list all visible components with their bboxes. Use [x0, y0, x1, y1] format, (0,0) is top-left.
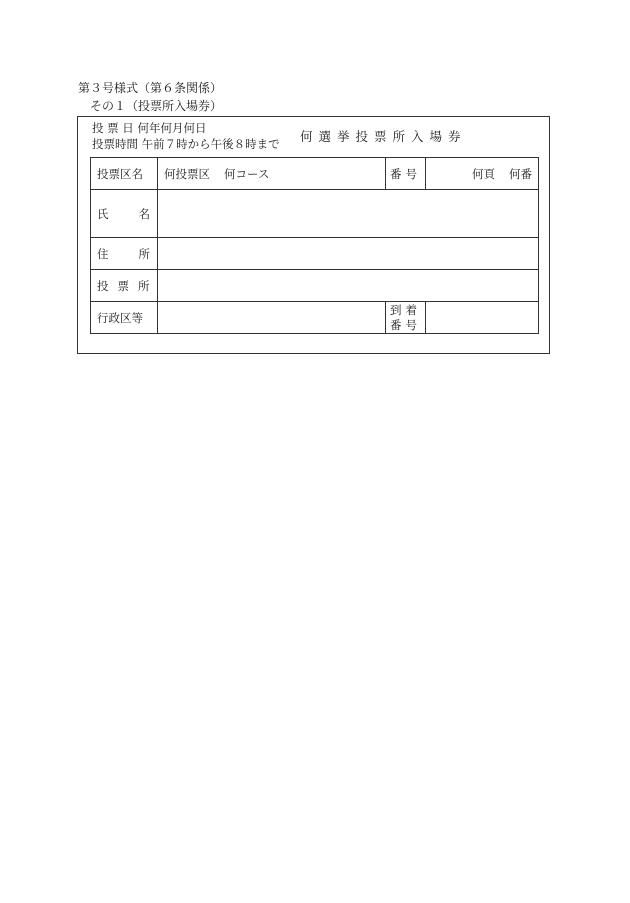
district-label-cell [91, 158, 158, 190]
table-row [91, 190, 539, 238]
arrival-value-cell [426, 302, 539, 334]
entry-value: 何番 [509, 166, 532, 181]
admin-label: 行政区等 [97, 310, 143, 325]
admission-ticket [77, 116, 550, 354]
name-label: 氏名 [97, 206, 180, 221]
page-value: 何頁 [472, 166, 495, 181]
station-value-cell [158, 270, 539, 302]
station-label: 投票所 [97, 278, 159, 293]
district-value-cell [158, 158, 386, 190]
voting-time-value: 午前７時から午後８時まで [141, 137, 280, 151]
voting-date-label: 投 票 日 [92, 121, 134, 135]
address-value-cell [158, 238, 539, 270]
course-value: 何コース [224, 166, 270, 181]
voting-time-label: 投票時間 [92, 137, 138, 151]
voting-time-line [92, 137, 280, 152]
name-value-cell [158, 190, 539, 238]
form-sub-label: その１（投票所入場券） [90, 99, 223, 113]
number-label-cell [386, 158, 426, 190]
table-row [91, 238, 539, 270]
admin-value-cell [158, 302, 386, 334]
station-label-cell [91, 270, 158, 302]
voting-date-line [92, 121, 206, 136]
arrival-label-cell [386, 302, 426, 334]
district-value: 何投票区 [164, 166, 210, 181]
arrival-label-line2: 番号 [390, 317, 421, 332]
table-row [91, 158, 539, 190]
arrival-label-line1: 到着 [390, 302, 421, 317]
address-label: 住所 [97, 246, 180, 261]
number-value-cell [426, 158, 539, 190]
address-label-cell [91, 238, 180, 270]
table-row [91, 270, 539, 302]
table-row [91, 302, 539, 334]
ticket-title: 何選挙投票所入場券 [300, 129, 467, 144]
ticket-table [90, 157, 539, 334]
voting-date-value: 何年何月何日 [137, 121, 207, 135]
name-label-cell [91, 190, 180, 238]
district-label: 投票区名 [97, 166, 143, 181]
admin-label-cell [91, 302, 158, 334]
form-number-label: 第３号様式（第６条関係） [78, 81, 223, 95]
number-label: 番号 [390, 166, 421, 181]
